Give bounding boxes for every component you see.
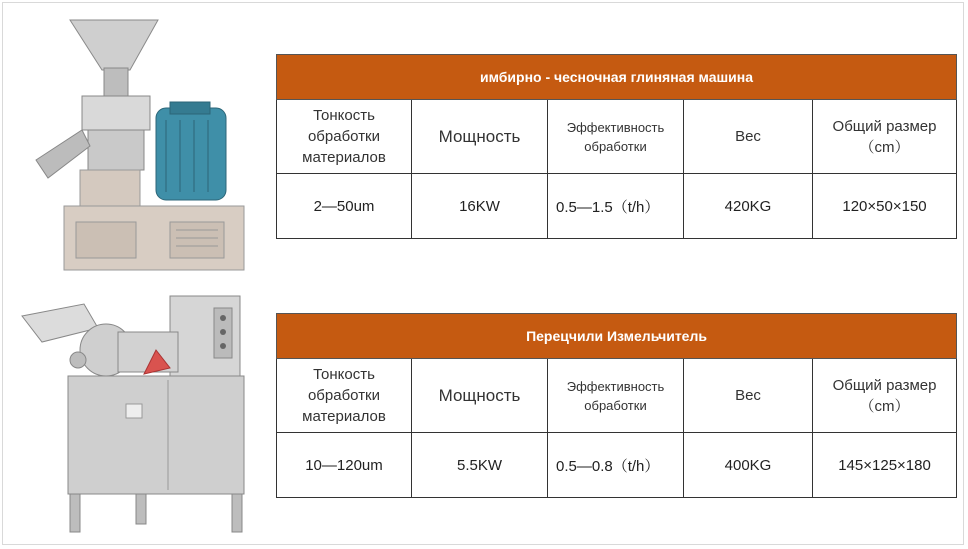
- header-power: Мощность: [412, 359, 548, 433]
- spec-table-pepper-grinder: [276, 313, 957, 498]
- value-weight: 420KG: [684, 174, 813, 239]
- value-efficiency: 0.5—0.8（t/h）: [548, 433, 684, 498]
- value-weight: 400KG: [684, 433, 813, 498]
- header-fineness: Тонкость обработки материалов: [277, 100, 412, 174]
- value-size: 145×125×180: [813, 433, 957, 498]
- header-weight: Вес: [684, 100, 813, 174]
- header-power: Мощность: [412, 100, 548, 174]
- header-efficiency: Эффективность обработки: [548, 100, 684, 174]
- value-size: 120×50×150: [813, 174, 957, 239]
- pepper-grinder-image: [18, 288, 258, 538]
- header-efficiency: Эффективность обработки: [548, 359, 684, 433]
- table-title: имбирно - чесночная глиняная машина: [277, 55, 957, 100]
- value-efficiency: 0.5—1.5（t/h）: [548, 174, 684, 239]
- header-weight: Вес: [684, 359, 813, 433]
- spec-table-ginger-garlic-machine: [276, 54, 957, 239]
- value-power: 5.5KW: [412, 433, 548, 498]
- header-fineness: Тонкость обработки материалов: [277, 359, 412, 433]
- colloid-mill-image: [30, 10, 250, 275]
- value-fineness: 2—50um: [277, 174, 412, 239]
- header-size: Общий размер（cm）: [813, 359, 957, 433]
- table-title: Перецчили Измельчитель: [277, 314, 957, 359]
- value-fineness: 10—120um: [277, 433, 412, 498]
- header-size: Общий размер（cm）: [813, 100, 957, 174]
- value-power: 16KW: [412, 174, 548, 239]
